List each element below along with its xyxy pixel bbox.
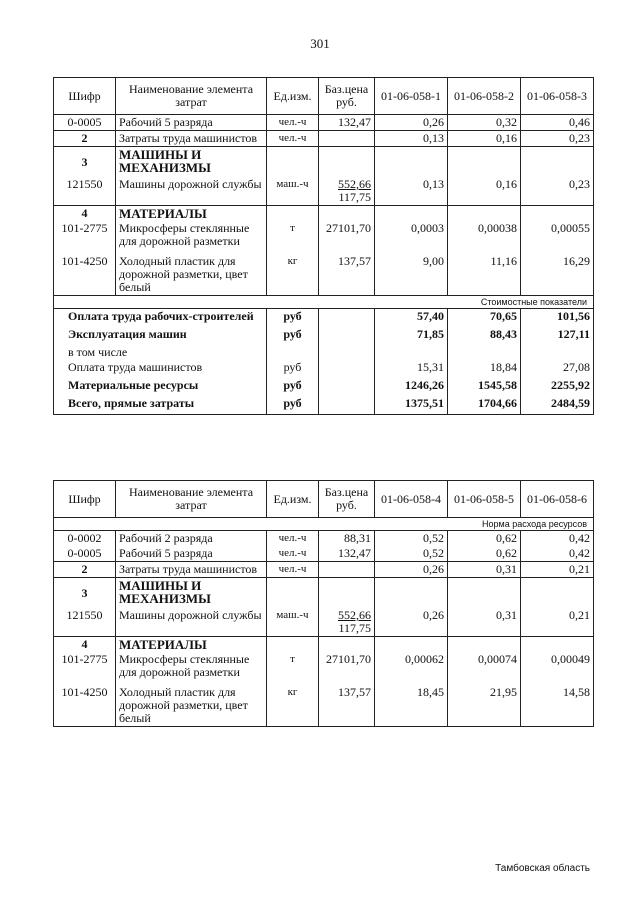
row-name: Микросферы стеклянные для дорожной разметки xyxy=(116,652,267,680)
row-code: 2 xyxy=(54,131,116,147)
row-unit: чел.-ч xyxy=(267,131,319,147)
row-value-1: 0,26 xyxy=(375,115,448,131)
row-code: 0-0005 xyxy=(54,115,116,131)
total-row xyxy=(54,327,594,345)
section-title: МАТЕРИАЛЫ xyxy=(116,206,267,222)
row-unit: маш.-ч xyxy=(267,608,319,637)
section-row xyxy=(54,147,594,178)
cost-indicators-row xyxy=(54,296,594,309)
cost-indicators-label: Стоимостные показатели xyxy=(54,296,594,309)
row-name: Холодный пластик для дорожной разметки, цвет белый xyxy=(116,680,267,727)
table-row xyxy=(54,221,594,249)
row-price-secondary: 117,75 xyxy=(338,190,371,204)
row-code: 0-0005 xyxy=(54,546,116,562)
total-unit: руб xyxy=(267,378,319,396)
total-name: Оплата труда машинистов xyxy=(54,360,267,378)
row-value-3: 0,23 xyxy=(521,131,594,147)
table-row xyxy=(54,177,594,206)
table-row xyxy=(54,680,594,727)
row-value-1: 9,00 xyxy=(375,249,448,296)
row-code: 4 xyxy=(54,206,116,222)
header-code: Шифр xyxy=(54,78,116,115)
row-value-2: 0,31 xyxy=(448,562,521,578)
row-value-1: 0,00062 xyxy=(375,652,448,680)
row-value-3: 0,42 xyxy=(521,531,594,547)
row-price xyxy=(319,131,375,147)
section-row xyxy=(54,206,594,222)
header-col-2: 01-06-058-5 xyxy=(448,481,521,518)
total-value-2: 88,43 xyxy=(448,327,521,345)
row-price xyxy=(319,562,375,578)
row-value-3: 0,00055 xyxy=(521,221,594,249)
row-code: 3 xyxy=(54,147,116,178)
row-value-1: 0,26 xyxy=(375,562,448,578)
total-name: Эксплуатация машин xyxy=(54,327,267,345)
row-price: 132,47 xyxy=(319,546,375,562)
row-value-2: 0,00038 xyxy=(448,221,521,249)
header-col-1: 01-06-058-1 xyxy=(375,78,448,115)
row-unit: чел.-ч xyxy=(267,546,319,562)
row-code: 101-4250 xyxy=(54,680,116,727)
row-code: 121550 xyxy=(54,177,116,206)
table-row xyxy=(54,131,594,147)
row-code: 101-2775 xyxy=(54,652,116,680)
header-col-1: 01-06-058-4 xyxy=(375,481,448,518)
row-name: Холодный пластик для дорожной разметки, цвет белый xyxy=(116,249,267,296)
row-value-2: 0,16 xyxy=(448,177,521,206)
row-code: 3 xyxy=(54,578,116,609)
row-value-2: 0,00074 xyxy=(448,652,521,680)
table-header-row xyxy=(54,78,594,115)
table-row xyxy=(54,608,594,637)
row-name: Рабочий 5 разряда xyxy=(116,115,267,131)
total-value-3: 2255,92 xyxy=(521,378,594,396)
total-unit: руб xyxy=(267,327,319,345)
total-value-1: 1375,51 xyxy=(375,396,448,415)
row-name: Машины дорожной службы xyxy=(116,177,267,206)
total-value-1: 71,85 xyxy=(375,327,448,345)
total-name: Всего, прямые затраты xyxy=(54,396,267,415)
total-value-2: 1545,58 xyxy=(448,378,521,396)
section-title: МАТЕРИАЛЫ xyxy=(116,637,267,653)
table-row xyxy=(54,546,594,562)
header-col-2: 01-06-058-2 xyxy=(448,78,521,115)
table-row xyxy=(54,562,594,578)
total-value-1: 15,31 xyxy=(375,360,448,378)
total-value-3: 127,11 xyxy=(521,327,594,345)
row-unit: т xyxy=(267,221,319,249)
section-title: МАШИНЫ И МЕХАНИЗМЫ xyxy=(116,147,267,178)
row-unit: чел.-ч xyxy=(267,562,319,578)
row-price: 552,66 xyxy=(338,608,371,622)
total-value-2: 18,84 xyxy=(448,360,521,378)
row-name: Микросферы стеклянные для дорожной разметки xyxy=(116,221,267,249)
total-unit: руб xyxy=(267,360,319,378)
row-value-3: 0,21 xyxy=(521,562,594,578)
row-code: 4 xyxy=(54,637,116,653)
row-value-3: 14,58 xyxy=(521,680,594,727)
total-row xyxy=(54,360,594,378)
header-col-3: 01-06-058-3 xyxy=(521,78,594,115)
total-name: Материальные ресурсы xyxy=(54,378,267,396)
resource-norm-row xyxy=(54,518,594,531)
total-value-1: 57,40 xyxy=(375,309,448,328)
total-row xyxy=(54,378,594,396)
table-row xyxy=(54,652,594,680)
row-value-2: 0,62 xyxy=(448,531,521,547)
row-value-1: 0,0003 xyxy=(375,221,448,249)
total-unit: руб xyxy=(267,396,319,415)
section-row xyxy=(54,637,594,653)
row-value-2: 0,62 xyxy=(448,546,521,562)
row-unit: чел.-ч xyxy=(267,115,319,131)
total-name: Оплата труда рабочих-строителей xyxy=(54,309,267,328)
header-unit: Ед.изм. xyxy=(267,78,319,115)
row-price-secondary: 117,75 xyxy=(338,621,371,635)
table-header-row xyxy=(54,481,594,518)
total-value-3: 2484,59 xyxy=(521,396,594,415)
total-unit: руб xyxy=(267,309,319,328)
row-value-1: 0,52 xyxy=(375,546,448,562)
row-price: 552,66 xyxy=(338,177,371,191)
total-row xyxy=(54,396,594,415)
row-price: 137,57 xyxy=(319,249,375,296)
row-name: Затраты труда машинистов xyxy=(116,562,267,578)
table-row xyxy=(54,249,594,296)
row-unit: маш.-ч xyxy=(267,177,319,206)
page-number: 301 xyxy=(310,36,330,51)
table-row xyxy=(54,531,594,547)
row-price: 137,57 xyxy=(319,680,375,727)
row-unit: кг xyxy=(267,249,319,296)
row-value-1: 0,13 xyxy=(375,131,448,147)
header-price: Баз.цена руб. xyxy=(319,481,375,518)
resource-norm-label: Норма расхода ресурсов xyxy=(54,518,594,531)
header-unit: Ед.изм. xyxy=(267,481,319,518)
resource-table-1 xyxy=(53,77,594,415)
total-value-2: 1704,66 xyxy=(448,396,521,415)
row-value-2: 11,16 xyxy=(448,249,521,296)
header-code: Шифр xyxy=(54,481,116,518)
resource-table-2 xyxy=(53,480,594,727)
row-code: 101-4250 xyxy=(54,249,116,296)
total-row xyxy=(54,309,594,328)
row-code: 101-2775 xyxy=(54,221,116,249)
row-name: Рабочий 2 разряда xyxy=(116,531,267,547)
row-code: 2 xyxy=(54,562,116,578)
header-name: Наименование элемента затрат xyxy=(116,78,267,115)
header-col-3: 01-06-058-6 xyxy=(521,481,594,518)
row-name: Затраты труда машинистов xyxy=(116,131,267,147)
row-value-2: 0,32 xyxy=(448,115,521,131)
row-code: 0-0002 xyxy=(54,531,116,547)
row-price: 27101,70 xyxy=(319,652,375,680)
header-name: Наименование элемента затрат xyxy=(116,481,267,518)
section-title: МАШИНЫ И МЕХАНИЗМЫ xyxy=(116,578,267,609)
row-unit: чел.-ч xyxy=(267,531,319,547)
subtotal-caption-row xyxy=(54,345,594,360)
total-value-3: 27,08 xyxy=(521,360,594,378)
row-value-1: 0,13 xyxy=(375,177,448,206)
row-value-1: 18,45 xyxy=(375,680,448,727)
row-price: 27101,70 xyxy=(319,221,375,249)
footer-region: Тамбовская область xyxy=(495,863,590,874)
row-unit: т xyxy=(267,652,319,680)
row-name: Рабочий 5 разряда xyxy=(116,546,267,562)
row-code: 121550 xyxy=(54,608,116,637)
row-value-3: 0,00049 xyxy=(521,652,594,680)
row-price: 132,47 xyxy=(319,115,375,131)
row-value-1: 0,52 xyxy=(375,531,448,547)
header-price: Баз.цена руб. xyxy=(319,78,375,115)
section-row xyxy=(54,578,594,609)
total-value-3: 101,56 xyxy=(521,309,594,328)
total-value-2: 70,65 xyxy=(448,309,521,328)
row-value-1: 0,26 xyxy=(375,608,448,637)
row-value-3: 0,21 xyxy=(521,608,594,637)
subtotal-caption: в том числе xyxy=(54,345,267,360)
row-value-3: 0,46 xyxy=(521,115,594,131)
total-value-1: 1246,26 xyxy=(375,378,448,396)
row-price: 88,31 xyxy=(319,531,375,547)
row-value-3: 16,29 xyxy=(521,249,594,296)
row-value-2: 0,16 xyxy=(448,131,521,147)
row-value-3: 0,42 xyxy=(521,546,594,562)
table-row xyxy=(54,115,594,131)
row-value-2: 0,31 xyxy=(448,608,521,637)
row-value-3: 0,23 xyxy=(521,177,594,206)
row-name: Машины дорожной службы xyxy=(116,608,267,637)
row-unit: кг xyxy=(267,680,319,727)
row-value-2: 21,95 xyxy=(448,680,521,727)
